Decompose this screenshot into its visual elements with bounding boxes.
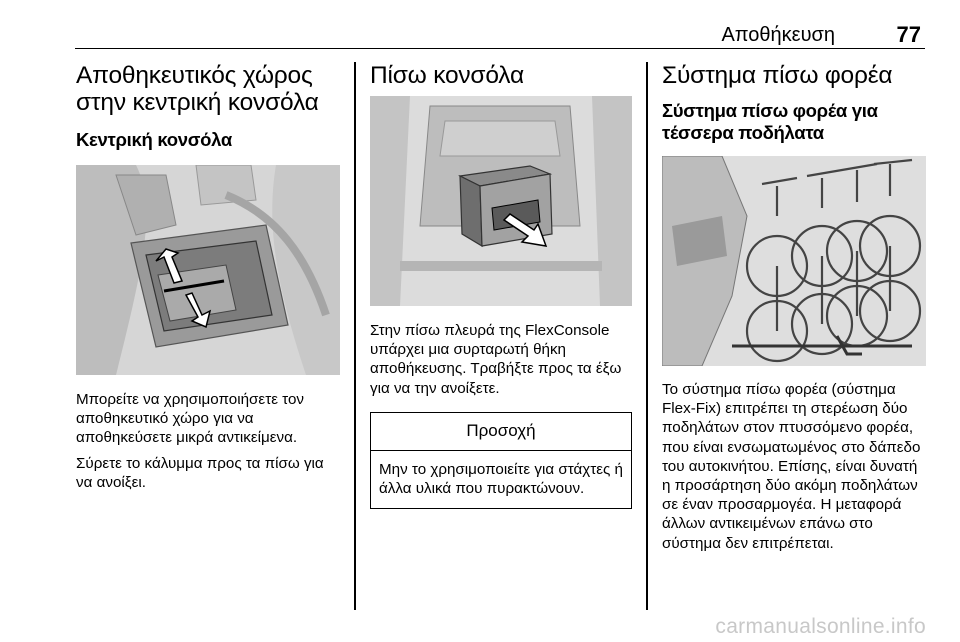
column-rear-console	[370, 62, 632, 509]
header-title: Αποθήκευση	[721, 24, 835, 46]
paragraph: Στην πίσω πλευρά της FlexConsole υπάρχει μια συρταρωτή θήκη αποθήκευσης. Τραβήξτε προς τα έξω για να την ανοίξετε.	[370, 322, 622, 397]
section-subheading: Σύστημα πίσω φορέα για τέσσερα ποδήλατα	[662, 100, 878, 143]
center-console-illustration	[76, 165, 340, 375]
column-divider	[646, 62, 648, 610]
warning-title: Προσοχή	[371, 413, 631, 451]
bike-carrier-illustration	[662, 156, 926, 366]
page-header	[75, 22, 925, 49]
warning-box	[370, 412, 632, 509]
section-heading: Πίσω κονσόλα	[370, 62, 524, 89]
paragraph: Μπορείτε να χρησιμοποιήσετε τον αποθηκευτικό χώρο για να αποθηκεύσετε μικρά αντικείμενα.	[76, 391, 305, 447]
section-subheading: Κεντρική κονσόλα	[76, 129, 232, 150]
paragraph: Το σύστημα πίσω φορέα (σύστημα Flex-Fix) επιτρέπει τη στερέωση δύο ποδηλάτων στον πτυσσόμενο φορέα, που είναι ενσωματωμένος στο δάπεδο του αυτοκινήτου. Επίσης, είναι δυνατή η προσάρτηση δύο ακόμη ποδηλάτων σε έναν προσαρμογέα. Η μεταφορά άλλων αντικειμένων επάνω στο σύστημα δεν επιτρέπεται.	[662, 381, 921, 552]
warning-text: Μην το χρησιμοποιείτε για στάχτες ή άλλα υλικά που πυρακτώνουν.	[379, 460, 624, 498]
watermark: carmanualsonline.info	[715, 615, 926, 638]
paragraph: Σύρετε το κάλυμμα προς τα πίσω για να ανοίξει.	[76, 454, 324, 491]
column-divider	[354, 62, 356, 610]
column-center-console	[76, 62, 340, 492]
bike-carrier-drawing	[662, 156, 926, 366]
center-console-drawing	[76, 165, 340, 375]
section-heading: Σύστημα πίσω φορέα	[662, 62, 893, 89]
page-number: 77	[896, 22, 921, 47]
column-rear-carrier	[662, 62, 926, 553]
rear-console-illustration	[370, 96, 632, 306]
section-heading: Αποθηκευτικός χώρος στην κεντρική κονσόλα	[76, 62, 319, 116]
rear-console-drawing	[370, 96, 632, 306]
